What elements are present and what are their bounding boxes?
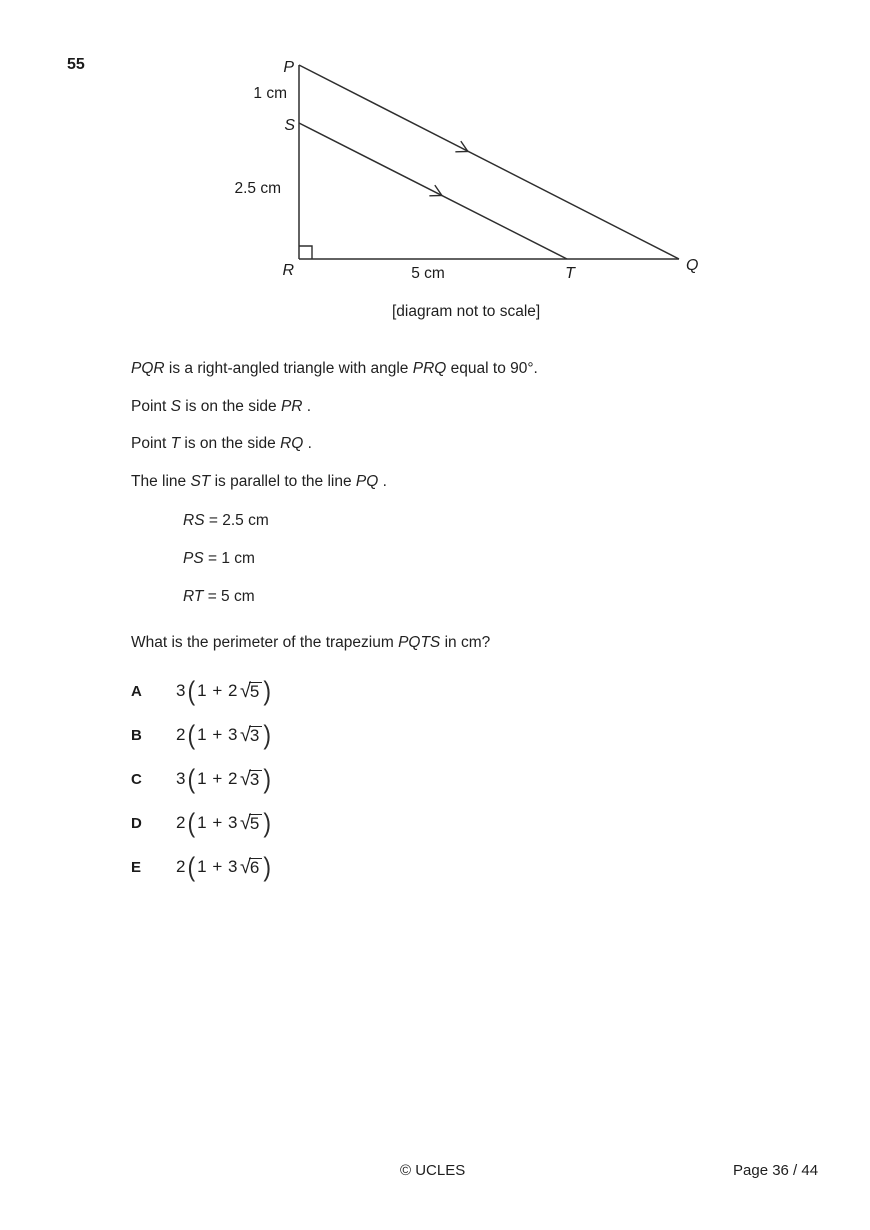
- triangle-side-pq: [299, 65, 679, 259]
- diagram-caption: [diagram not to scale]: [392, 303, 541, 320]
- given-line: PS = 1 cm: [183, 550, 255, 567]
- question-number: 55: [67, 56, 85, 73]
- option-expression: [176, 851, 272, 882]
- inner-terms: 1 + 3: [197, 725, 238, 744]
- point-label-q: Q: [686, 257, 699, 274]
- radical: [240, 858, 262, 876]
- coefficient: 2: [176, 813, 186, 832]
- statement-line: Point S is on the side PR .: [131, 397, 312, 415]
- option-letter: A: [131, 682, 142, 700]
- option-expression: [176, 719, 272, 750]
- option-expression: [176, 763, 272, 794]
- coefficient: 2: [176, 857, 186, 876]
- inner-terms: 1 + 2: [197, 769, 238, 788]
- coefficient: 3: [176, 681, 186, 700]
- close-paren: ): [263, 763, 272, 794]
- given-measurements: [183, 512, 269, 626]
- open-paren: (: [187, 675, 196, 706]
- option-letter: E: [131, 858, 142, 876]
- radical-sign-icon: √: [239, 856, 251, 878]
- inner-terms: 1 + 3: [197, 857, 238, 876]
- radical-sign-icon: √: [239, 768, 251, 790]
- radical: [240, 682, 262, 700]
- option-letter: D: [131, 814, 142, 832]
- option-row: [131, 669, 272, 713]
- radicand: 5: [249, 814, 262, 832]
- radical-sign-icon: √: [239, 724, 251, 746]
- radical: [240, 814, 262, 832]
- point-label-r: R: [282, 262, 294, 279]
- given-line: RS = 2.5 cm: [183, 512, 269, 529]
- radical-sign-icon: √: [239, 680, 251, 702]
- option-row: [131, 757, 272, 801]
- radical: [240, 726, 262, 744]
- statement-line: PQR is a right-angled triangle with angle PRQ equal to 90°.: [131, 360, 538, 377]
- answer-options: [131, 669, 272, 889]
- statement-line: The line ST is parallel to the line PQ .: [131, 472, 387, 490]
- option-expression: [176, 675, 272, 706]
- open-paren: (: [187, 763, 196, 794]
- measurement-rt: 5 cm: [411, 265, 445, 282]
- close-paren: ): [263, 851, 272, 882]
- close-paren: ): [263, 675, 272, 706]
- measurement-rs: 2.5 cm: [234, 180, 281, 197]
- option-row: [131, 801, 272, 845]
- point-label-t: T: [565, 265, 575, 282]
- point-label-p: P: [283, 59, 294, 76]
- triangle-diagram: [230, 50, 710, 295]
- open-paren: (: [187, 807, 196, 838]
- open-paren: (: [187, 719, 196, 750]
- close-paren: ): [263, 719, 272, 750]
- inner-terms: 1 + 3: [197, 813, 238, 832]
- footer-copyright: © UCLES: [400, 1162, 466, 1179]
- option-row: [131, 713, 272, 757]
- measurement-ps: 1 cm: [253, 85, 287, 102]
- option-letter: C: [131, 770, 142, 788]
- option-row: [131, 845, 272, 889]
- radicand: 5: [249, 682, 262, 700]
- coefficient: 3: [176, 769, 186, 788]
- open-paren: (: [187, 851, 196, 882]
- given-line: RT = 5 cm: [183, 588, 255, 605]
- radicand: 3: [249, 726, 262, 744]
- point-label-s: S: [284, 117, 295, 134]
- footer-page-number: Page 36 / 44: [733, 1162, 819, 1179]
- radical-sign-icon: √: [239, 812, 251, 834]
- radicand: 3: [249, 770, 262, 788]
- close-paren: ): [263, 807, 272, 838]
- problem-statements: [131, 360, 538, 510]
- radicand: 6: [249, 858, 262, 876]
- option-expression: [176, 807, 272, 838]
- right-angle-marker: [299, 246, 312, 259]
- radical: [240, 770, 262, 788]
- question-text: What is the perimeter of the trapezium PQTS in cm?: [131, 634, 491, 651]
- option-letter: B: [131, 726, 142, 744]
- line-st: [299, 123, 567, 259]
- coefficient: 2: [176, 725, 186, 744]
- inner-terms: 1 + 2: [197, 681, 238, 700]
- statement-line: Point T is on the side RQ .: [131, 435, 312, 452]
